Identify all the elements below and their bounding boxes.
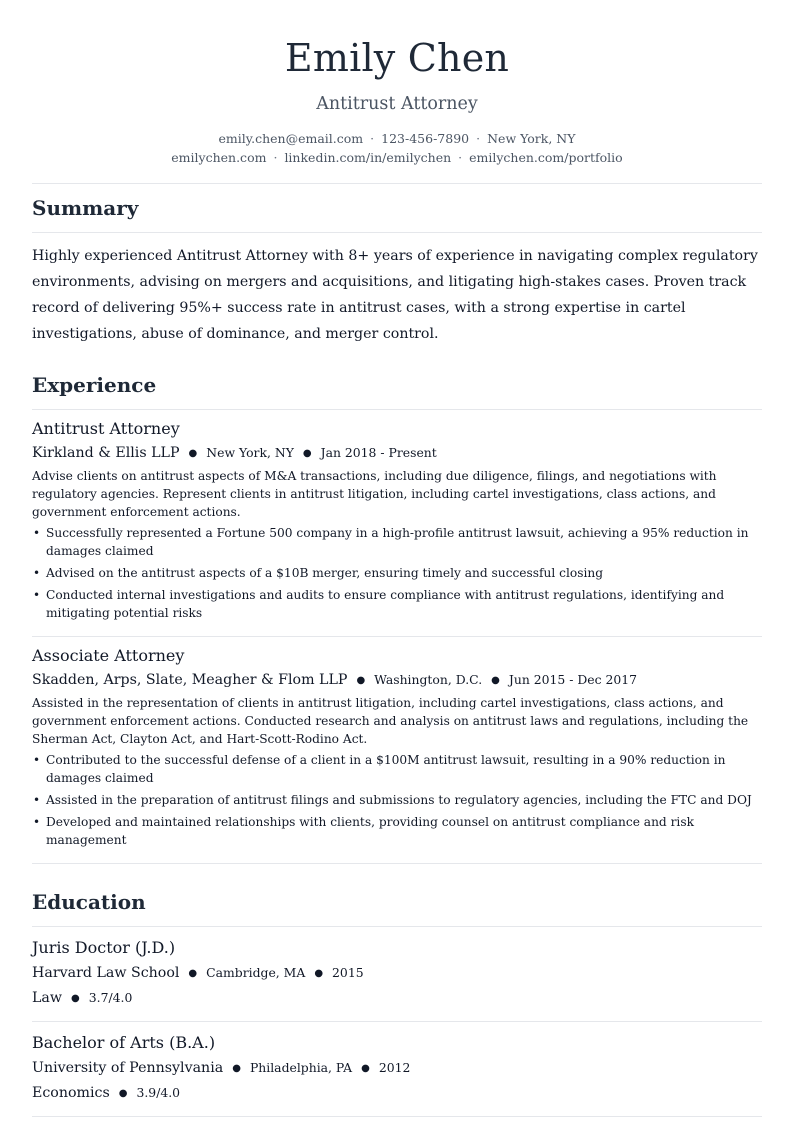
email-link[interactable]: emily.chen@email.com	[218, 131, 364, 146]
divider	[32, 1116, 762, 1117]
field-line	[32, 1083, 762, 1104]
job-entry	[32, 410, 762, 636]
graduation-year: 2015	[332, 965, 364, 980]
education-entry	[32, 927, 762, 1021]
degree-title: Juris Doctor (J.D.)	[32, 938, 176, 957]
section-title-education: Education	[32, 890, 146, 914]
phone-number[interactable]: 123-456-7890	[381, 131, 470, 146]
company-name: Skadden, Arps, Slate, Meagher & Flom LLP	[32, 672, 348, 688]
meta-bullet: ●	[118, 1088, 128, 1099]
meta-bullet: ●	[302, 448, 312, 459]
job-entry	[32, 637, 762, 863]
meta-bullet: ●	[71, 993, 80, 1004]
meta-bullet: ●	[188, 448, 198, 459]
school-line	[32, 1058, 762, 1079]
contact-line-links	[32, 148, 762, 167]
summary-text: Highly experienced Antitrust Attorney with 8+ years of experience in navigating complex regulatory environments, advising on mergers and acquisitions, and litigating high-stakes cases. Proven track record of delivering 95%+ success rate in antitrust cases, with a strong expertise in cartel investigations, abuse of dominance, and merger control.	[32, 248, 758, 342]
resume-header	[32, 0, 762, 167]
degree-title: Bachelor of Arts (B.A.)	[32, 1033, 216, 1052]
job-title: Associate Attorney	[32, 646, 185, 665]
school-location: Cambridge, MA	[206, 965, 306, 980]
location-text: New York, NY	[487, 131, 576, 146]
contact-separator: ·	[476, 131, 481, 146]
school-name: Harvard Law School	[32, 965, 180, 981]
school-line	[32, 963, 762, 984]
job-location: New York, NY	[206, 445, 294, 460]
job-location: Washington, D.C.	[374, 672, 483, 687]
contact-line-primary	[32, 129, 762, 148]
job-achievements	[32, 524, 762, 622]
linkedin-link[interactable]: linkedin.com/in/emilychen	[284, 150, 452, 165]
meta-bullet: ●	[356, 675, 366, 686]
job-meta	[32, 670, 762, 691]
job-description: Assisted in the representation of clients in antitrust litigation, including cartel investigations, class actions, and government enforcement actions. Conducted research and analysis on antitrust laws and regulations, including the Sherman Act, Clayton Act, and Hart-Scott-Rodino Act.	[32, 696, 749, 746]
meta-bullet: ●	[361, 1063, 370, 1074]
meta-bullet: ●	[314, 968, 324, 979]
school-location: Philadelphia, PA	[249, 1060, 353, 1075]
education-section	[32, 878, 762, 1117]
divider	[32, 232, 762, 233]
section-title-experience: Experience	[32, 373, 157, 397]
field-of-study: Economics	[32, 1085, 110, 1101]
divider	[32, 863, 762, 864]
contact-separator: ·	[370, 131, 375, 146]
section-title-summary: Summary	[32, 196, 139, 220]
contact-separator: ·	[458, 150, 463, 165]
job-dates: Jan 2018 - Present	[320, 445, 437, 460]
meta-bullet: ●	[491, 675, 500, 686]
gpa: 3.9/4.0	[136, 1085, 181, 1100]
graduation-year: 2012	[378, 1060, 411, 1075]
contact-separator: ·	[273, 150, 278, 165]
school-name: University of Pennsylvania	[32, 1060, 224, 1076]
portfolio-link[interactable]: emilychen.com/portfolio	[469, 150, 623, 165]
meta-bullet: ●	[232, 1063, 241, 1074]
job-achievements	[32, 751, 762, 849]
job-title: Antitrust Attorney	[32, 419, 180, 438]
achievement-item: • Developed and maintained relationships with clients, providing counsel on antitrust compliance and risk management	[32, 813, 762, 849]
candidate-name: Emily Chen	[284, 36, 510, 80]
website-link[interactable]: emilychen.com	[171, 150, 267, 165]
job-description: Advise clients on antitrust aspects of M&A transactions, including due diligence, filings, and negotiations with regulatory agencies. Represent clients in antitrust litigation, including cartel investigations, class actions, and government enforcement actions.	[32, 469, 717, 519]
summary-section	[32, 184, 762, 347]
achievement-item: • Contributed to the successful defense of a client in a $100M antitrust lawsuit, resulting in a 90% reduction in damages claimed	[32, 751, 762, 787]
candidate-role: Antitrust Attorney	[316, 94, 478, 114]
achievement-item: • Successfully represented a Fortune 500 company in a high-profile antitrust lawsuit, achieving a 95% reduction in damages claimed	[32, 524, 762, 560]
field-line	[32, 988, 762, 1009]
job-dates: Jun 2015 - Dec 2017	[508, 672, 638, 687]
achievement-item: • Conducted internal investigations and audits to ensure compliance with antitrust regulations, identifying and mitigating potential risks	[32, 586, 762, 622]
achievement-item: • Advised on the antitrust aspects of a $10B merger, ensuring timely and successful closing	[32, 564, 762, 582]
experience-section	[32, 361, 762, 864]
education-entry	[32, 1022, 762, 1116]
meta-bullet: ●	[188, 968, 198, 979]
job-meta	[32, 443, 762, 464]
achievement-item: • Assisted in the preparation of antitrust filings and submissions to regulatory agencies, including the FTC and DOJ	[32, 791, 762, 809]
gpa: 3.7/4.0	[88, 990, 133, 1005]
field-of-study: Law	[32, 990, 63, 1006]
company-name: Kirkland & Ellis LLP	[32, 445, 180, 461]
